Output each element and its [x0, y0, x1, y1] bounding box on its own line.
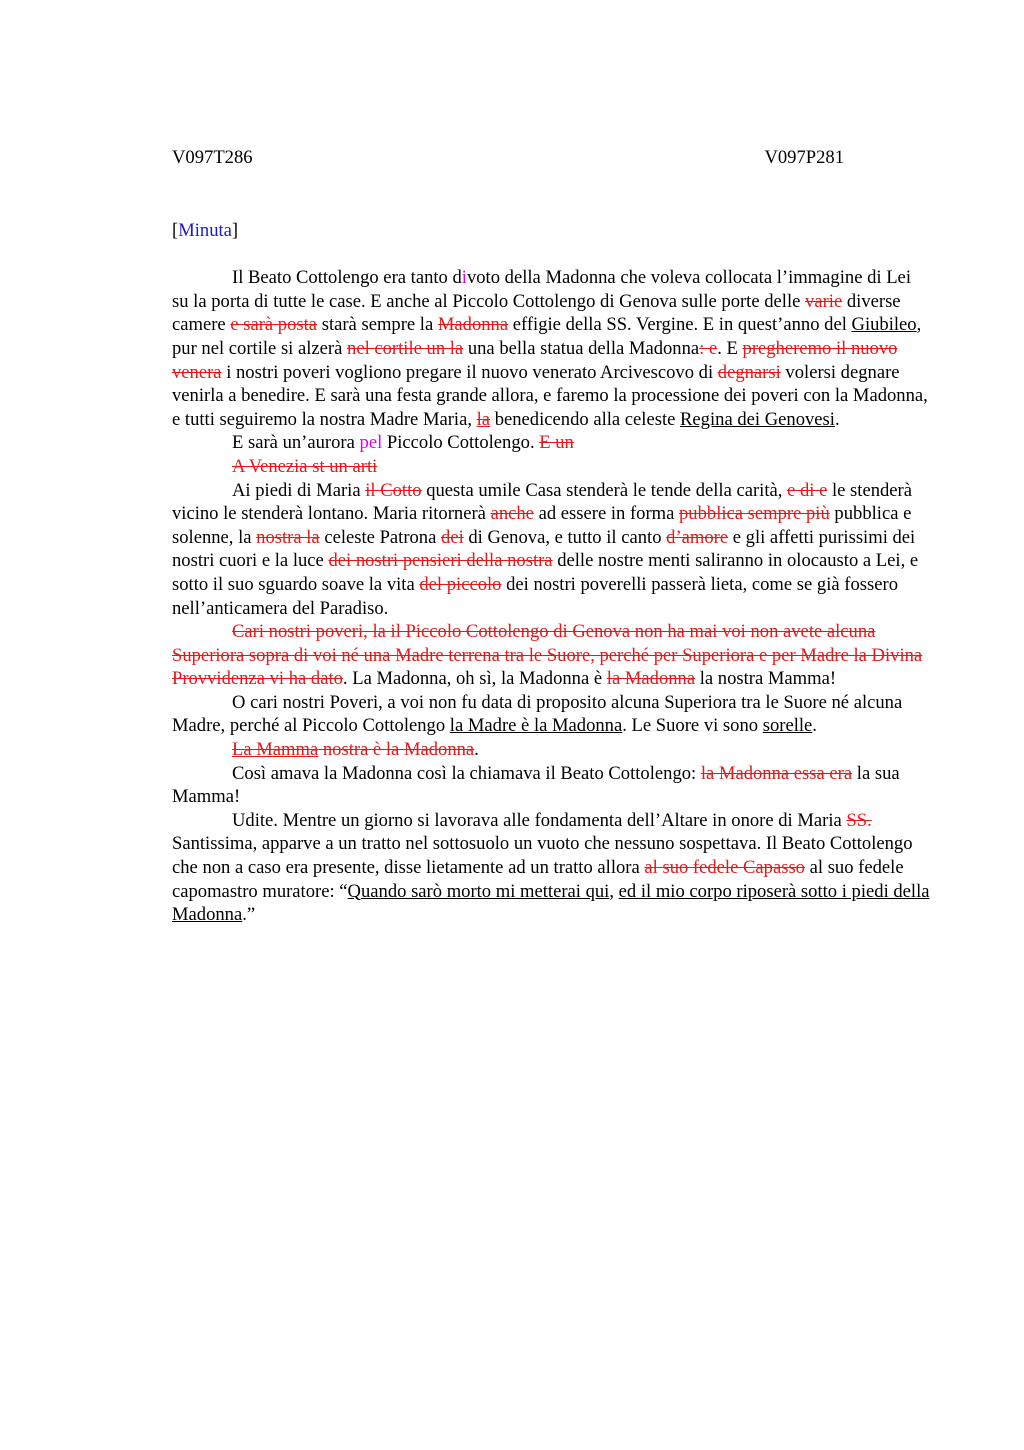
deleted-text: Madonna	[437, 314, 509, 336]
paragraph-5	[172, 620, 932, 691]
text-segment: le stenderà vicino le stenderà lontano. Maria ritornerà	[172, 479, 913, 525]
text-segment: E sarà un’aurora	[232, 432, 360, 454]
deleted-text: pregheremo il nuovo venera	[172, 337, 898, 383]
paragraph-3	[172, 455, 932, 479]
paragraph-4	[172, 479, 932, 621]
deleted-text: la Madonna	[606, 668, 696, 690]
header-row	[172, 146, 844, 170]
text-segment: e gli affetti purissimi dei nostri cuori e la luce	[172, 526, 916, 572]
text-segment: al suo fedele capomastro muratore: “	[172, 857, 904, 902]
text-segment: pubblica e solenne, la	[172, 503, 912, 548]
deleted-text: dei nostri pensieri della nostra	[328, 550, 553, 572]
text-segment: i nostri poveri vogliono pregare il nuovo venerato Arcivescovo di	[221, 361, 718, 383]
text-segment: la nostra Mamma!	[695, 668, 837, 690]
paragraph-1	[172, 266, 932, 431]
deleted-text: La Mamma	[232, 739, 319, 761]
deleted-text: dei	[441, 526, 464, 548]
text-segment: .	[474, 739, 479, 761]
text-segment: questa umile Casa stenderà le tende della carità,	[421, 479, 788, 501]
document-code-left: V097T286	[172, 147, 253, 168]
inserted-text: i	[461, 267, 467, 289]
deleted-text: il Cotto	[365, 479, 422, 501]
text-segment: Santissima, apparve a un tratto nel sottosuolo un vuoto che nessuno sospettava. Il Beato Cottolengo che non a caso era presente, disse lietamente ad un tratto allora	[172, 833, 913, 879]
deleted-text: Cari nostri poveri, la il Piccolo Cottolengo di Genova non ha mai voi non avete alcuna Superiora sopra di voi né una Madre terrena tra le Suore, perché per Superiora e per Madre la Divina Provvidenza vi ha dato	[172, 621, 923, 690]
underlined-text: la Madre è la Madonna	[449, 715, 623, 737]
deleted-text: la Madonna essa era	[700, 762, 853, 784]
text-segment: benedicendo alla celeste	[490, 408, 681, 430]
inserted-text: pel	[359, 432, 383, 454]
deleted-text: nostra è la Madonna	[318, 739, 475, 761]
deleted-text: del piccolo	[419, 573, 502, 595]
text-segment: ad essere in forma	[533, 503, 679, 525]
underlined-text: ed il mio corpo riposerà sotto i piedi della Madonna	[172, 880, 930, 926]
text-segment: . La Madonna, oh sì, la Madonna è	[342, 668, 607, 690]
text-segment: una bella statua della Madonna	[463, 337, 700, 359]
deleted-text: d’amore	[666, 526, 729, 548]
document-code-right: V097P281	[764, 147, 844, 168]
underlined-text: sorelle	[762, 715, 813, 737]
deleted-text: pubblica sempre più	[679, 503, 830, 525]
paragraph-7	[172, 738, 932, 762]
deleted-text: e di e	[787, 479, 828, 501]
text-segment: ,	[609, 880, 619, 902]
text-segment: dei nostri poverelli passerà lieta, come se già fossero nell’anticamera del Paradiso.	[172, 573, 899, 619]
text-segment: .”	[242, 904, 256, 926]
deleted-text: nostra la	[256, 526, 320, 548]
text-segment: delle nostre menti saliranno in olocausto a Lei, e sotto il suo sguardo soave la vita	[172, 550, 919, 595]
minuta-word: Minuta	[178, 219, 232, 241]
underlined-text: Quando sarò morto mi metterai qui	[347, 880, 610, 902]
paragraph-8	[172, 762, 932, 809]
text-segment: . E	[717, 337, 743, 359]
text-segment: starà sempre la	[317, 314, 438, 336]
document-page	[172, 146, 932, 927]
underlined-text: Regina dei Genovesi	[680, 408, 835, 430]
deleted-text: degnarsi	[717, 361, 781, 383]
deleted-text: E un	[539, 432, 574, 454]
text-segment: .	[834, 408, 840, 430]
text-segment: .	[812, 715, 817, 737]
text-segment: Ai piedi di Maria	[232, 479, 366, 501]
text-segment: Il Beato Cottolengo era tanto d	[232, 267, 462, 289]
text-segment: diverse camere	[172, 290, 901, 336]
deleted-text: varie	[805, 290, 843, 312]
paragraph-9	[172, 809, 932, 927]
text-segment: Piccolo Cottolengo.	[382, 432, 540, 454]
text-segment: O cari nostri Poveri, a voi non fu data di proposito alcuna Superiora tra le Suore né alcuna Madre, perché al Piccolo Cottolengo	[172, 691, 903, 737]
text-segment: volersi degnare venirla a benedire. E sarà una festa grande allora, e faremo la processione dei poveri con la Madonna, e tutti seguiremo la nostra Madre Maria,	[172, 361, 928, 430]
text-segment: voto della Madonna che voleva collocata l’immagine di Lei su la porta di tutte le case. E anche al Piccolo Cottolengo di Genova sulle porte delle	[172, 267, 911, 312]
deleted-text: e sarà posta	[230, 314, 318, 336]
text-segment: celeste Patrona	[319, 526, 442, 548]
deleted-text: al suo fedele Capasso	[644, 857, 805, 879]
deleted-text: : e	[699, 337, 718, 359]
paragraph-2	[172, 431, 932, 455]
text-segment: la sua Mamma!	[172, 762, 900, 808]
text-segment: . Le Suore vi sono	[622, 715, 763, 737]
text-segment: , pur nel cortile si alzerà	[172, 314, 922, 359]
minuta-label: [Minuta]	[172, 219, 239, 241]
text-segment: di Genova, e tutto il canto	[463, 526, 667, 548]
deleted-text: anche	[490, 503, 534, 525]
deleted-text: SS.	[846, 809, 872, 831]
text-segment: effigie della SS. Vergine. E in quest’anno del	[508, 314, 852, 336]
paragraph-6	[172, 691, 932, 738]
deleted-text: nel cortile un la	[347, 337, 464, 359]
underlined-text: Giubileo	[851, 314, 917, 336]
deleted-text: la	[476, 408, 491, 430]
text-segment: Così amava la Madonna così la chiamava il Beato Cottolengo:	[232, 762, 701, 784]
deleted-text: A Venezia st un arti	[232, 455, 378, 477]
text-segment: Udite. Mentre un giorno si lavorava alle fondamenta dell’Altare in onore di Maria	[232, 809, 847, 831]
